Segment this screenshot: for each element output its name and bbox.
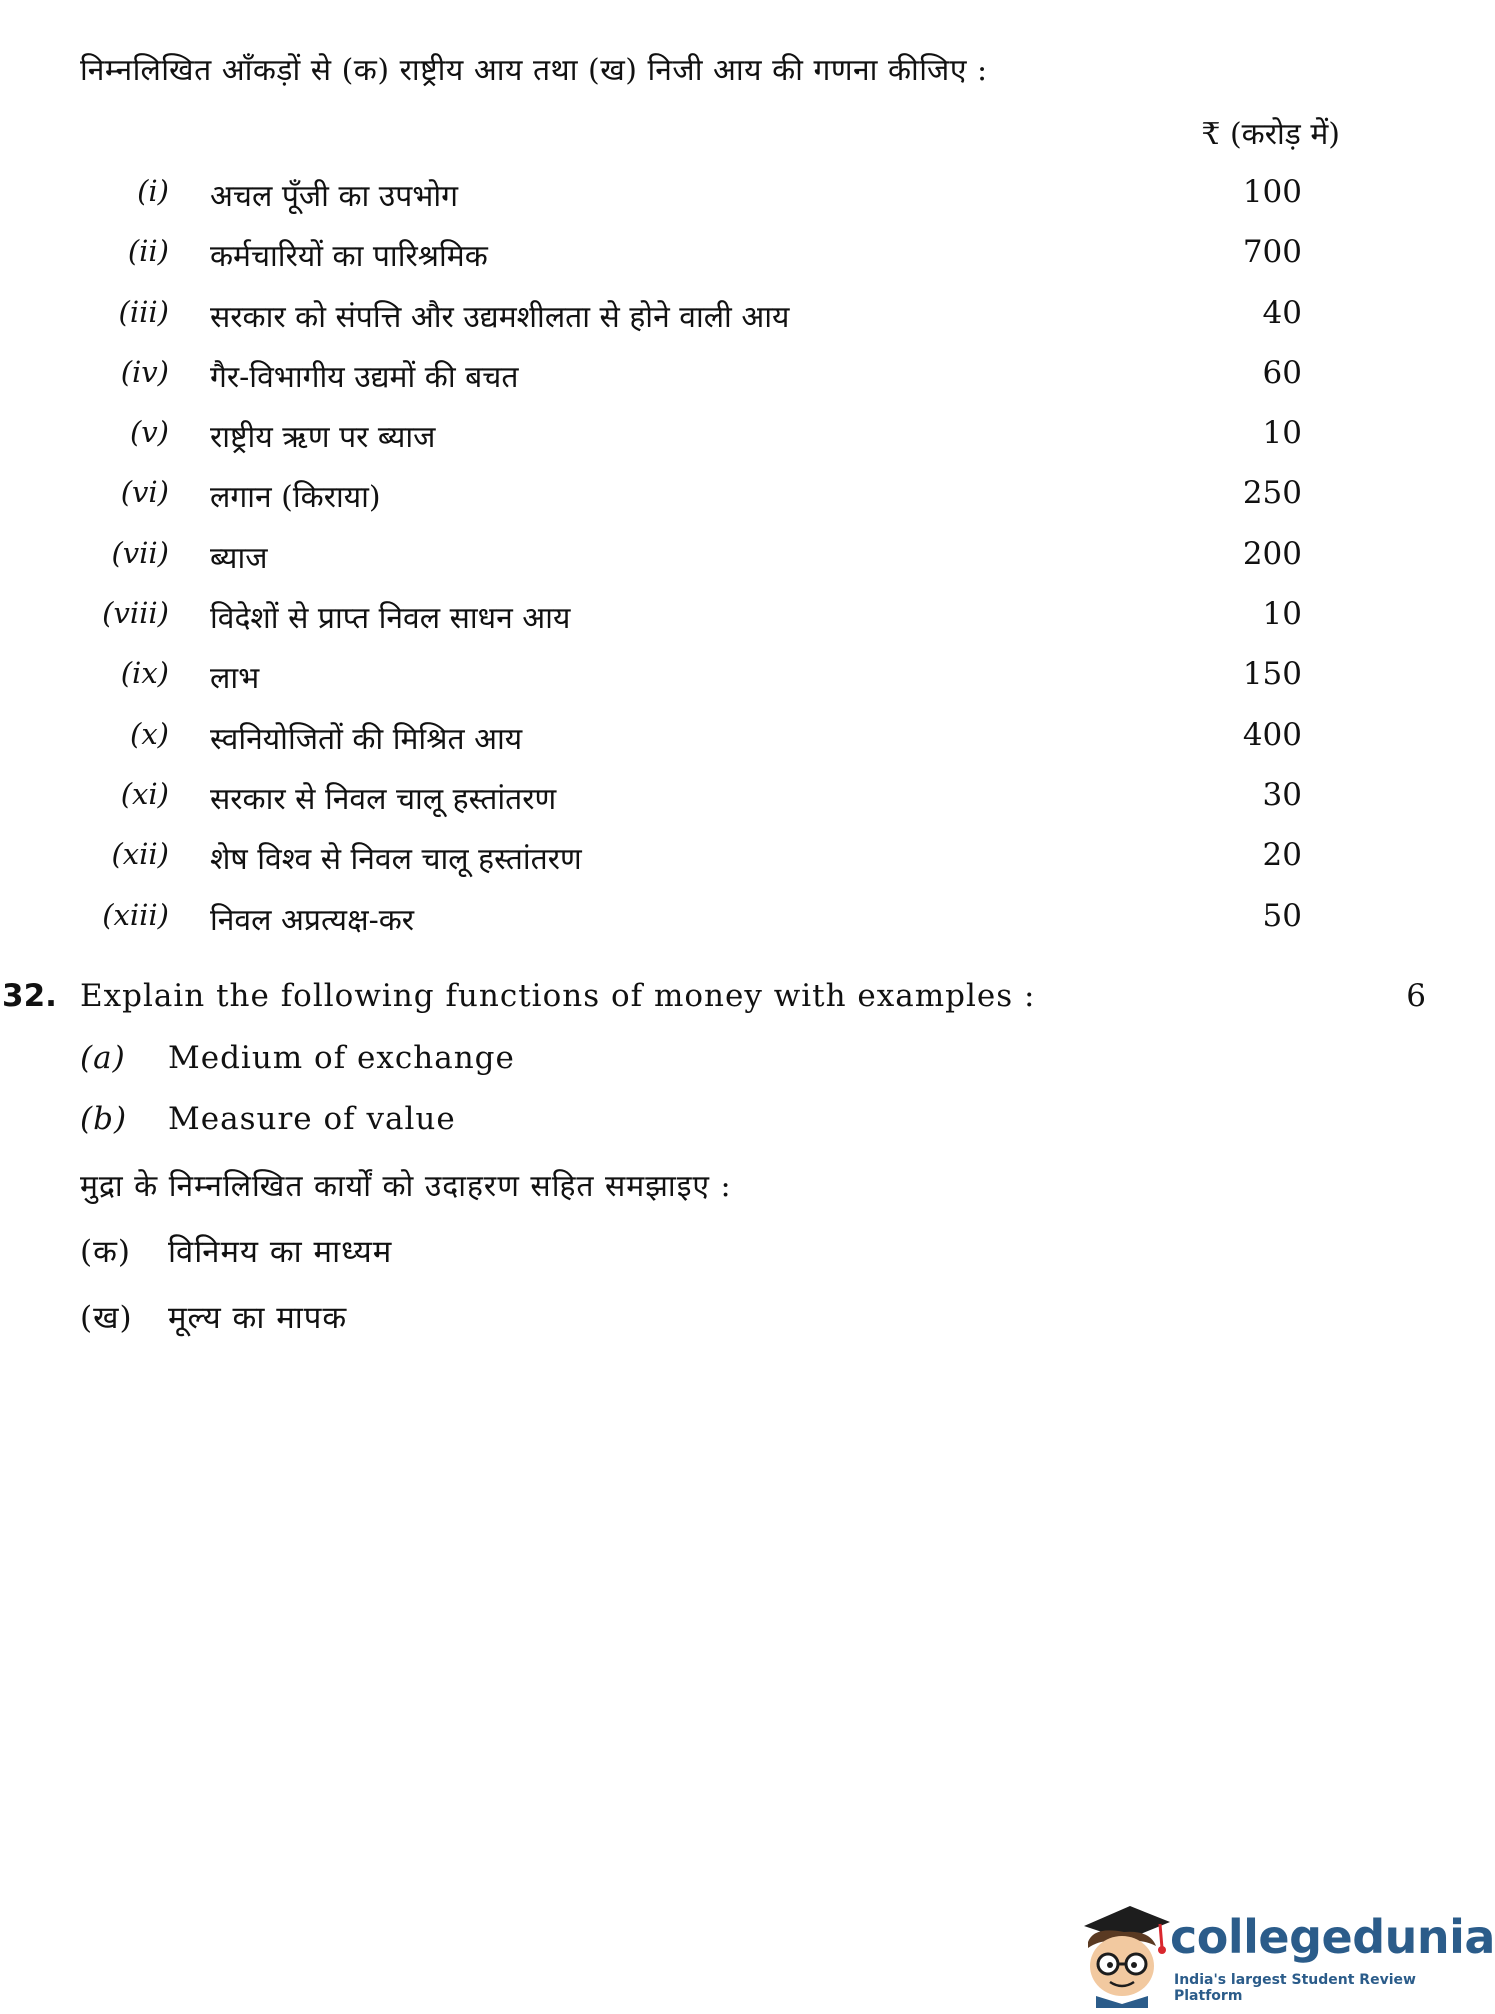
row-label: स्वनियोजितों की मिश्रित आय — [210, 721, 523, 757]
table-row — [0, 347, 1446, 407]
row-value: 50 — [1262, 897, 1302, 934]
row-number: (ii) — [127, 234, 169, 269]
table-row — [0, 467, 1446, 527]
table-row — [0, 528, 1446, 588]
part-label: (ख) — [80, 1300, 133, 1336]
row-number: (iii) — [118, 294, 169, 329]
row-label: गैर-विभागीय उद्यमों की बचत — [210, 359, 519, 395]
row-value: 30 — [1262, 776, 1302, 813]
question-text-hindi: मुद्रा के निम्नलिखित कार्यों को उदाहरण सहित समझाइए : — [80, 1169, 732, 1204]
row-value: 60 — [1262, 354, 1302, 391]
question-part-hindi — [80, 1230, 392, 1272]
row-label: सरकार से निवल चालू हस्तांतरण — [210, 781, 557, 817]
table-row — [0, 166, 1446, 226]
question-number: 32. — [2, 978, 57, 1014]
part-label: (क) — [80, 1234, 131, 1270]
row-number: (vi) — [120, 475, 169, 510]
part-label: (b) — [80, 1101, 128, 1137]
row-label: सरकार को संपत्ति और उद्यमशीलता से होने वाली आय — [210, 299, 790, 335]
table-row — [0, 588, 1446, 648]
row-label: निवल अप्रत्यक्ष-कर — [210, 902, 415, 938]
row-value: 150 — [1242, 656, 1302, 693]
question-intro-hindi: निम्नलिखित आँकड़ों से (क) राष्ट्रीय आय तथा (ख) निजी आय की गणना कीजिए : — [80, 53, 988, 88]
row-value: 40 — [1262, 294, 1302, 331]
collegedunia-logo — [1070, 1892, 1495, 2008]
row-number: (viii) — [102, 596, 169, 631]
row-label: राष्ट्रीय ऋण पर ब्याज — [210, 420, 436, 456]
row-number: (x) — [130, 716, 169, 751]
row-value: 10 — [1262, 415, 1302, 452]
row-number: (vii) — [111, 535, 169, 570]
row-number: (xi) — [120, 776, 169, 811]
row-value: 700 — [1242, 234, 1302, 271]
row-label: ब्याज — [210, 540, 268, 576]
row-label: लगान (किराया) — [210, 480, 381, 516]
mascot-icon — [1070, 1892, 1174, 2008]
table-row — [0, 648, 1446, 708]
row-label: विदेशों से प्राप्त निवल साधन आय — [210, 601, 571, 637]
question-part — [80, 1040, 515, 1076]
table-row — [0, 226, 1446, 286]
brand-tagline: India's largest Student Review Platform — [1174, 1972, 1416, 2004]
part-text: Medium of exchange — [168, 1040, 515, 1076]
row-label: अचल पूँजी का उपभोग — [210, 179, 459, 214]
table-row — [0, 407, 1446, 467]
question-part-hindi — [80, 1296, 347, 1338]
table-row — [0, 769, 1446, 829]
part-text: मूल्य का मापक — [168, 1300, 348, 1336]
row-value: 200 — [1242, 535, 1302, 572]
row-label: शेष विश्व से निवल चालू हस्तांतरण — [210, 842, 582, 878]
unit-header: ₹ (करोड़ में) — [1201, 117, 1340, 152]
part-text: Measure of value — [168, 1101, 456, 1137]
row-value: 20 — [1262, 837, 1302, 874]
table-row — [0, 709, 1446, 769]
table-row — [0, 829, 1446, 889]
question-part — [80, 1101, 456, 1137]
brand-name: collegedunia — [1170, 1910, 1495, 1964]
row-number: (i) — [137, 174, 169, 208]
part-label: (a) — [80, 1040, 126, 1076]
row-number: (ix) — [120, 656, 169, 691]
question-text: Explain the following functions of money with examples : — [80, 978, 1036, 1014]
row-number: (iv) — [120, 354, 169, 389]
row-label: कर्मचारियों का पारिश्रमिक — [210, 239, 488, 275]
part-text: विनिमय का माध्यम — [168, 1234, 393, 1270]
row-number: (xii) — [111, 837, 169, 872]
table-row — [0, 890, 1446, 950]
row-number: (xiii) — [102, 897, 169, 932]
row-number: (v) — [129, 415, 169, 450]
row-value: 250 — [1242, 475, 1302, 512]
row-value: 10 — [1262, 596, 1302, 633]
table-row — [0, 287, 1446, 347]
data-table — [0, 166, 1446, 950]
row-value: 100 — [1242, 174, 1302, 210]
row-value: 400 — [1242, 716, 1302, 753]
question-marks: 6 — [1406, 978, 1426, 1014]
row-label: लाभ — [210, 661, 260, 697]
